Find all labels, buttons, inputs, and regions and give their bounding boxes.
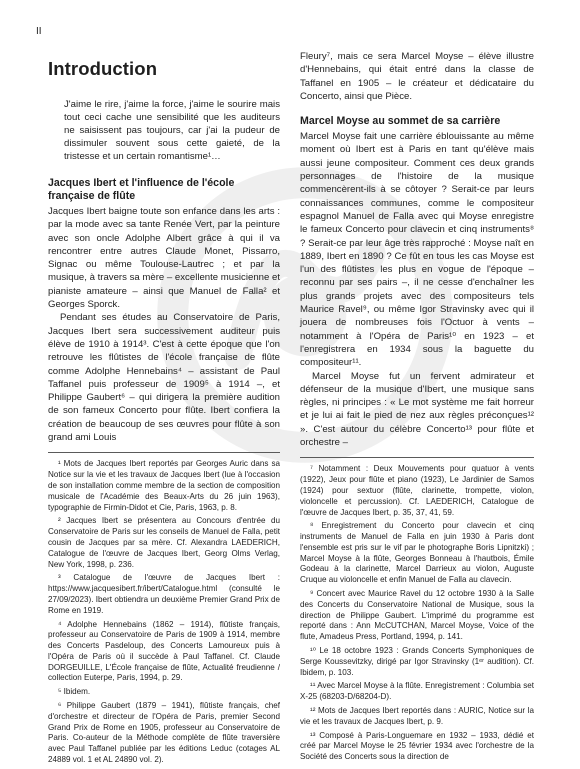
footnote: ¹⁰ Le 18 octobre 1923 : Grands Concerts Symphoniques de Serge Koussevitzky, dirigé par Igor Stravinsky (1ᵉʳ audition). Cf. Ibidem, p. 103.	[300, 646, 534, 677]
footnote: ¹³ Composé à Paris-Longuemare en 1932 – 1933, dédié et créé par Marcel Moyse le 25 février 1934 avec l'orchestre de la Société des Concerts sous la direction de	[300, 730, 534, 762]
page-title: Introduction	[48, 58, 158, 79]
page-number: II	[36, 26, 42, 37]
footnote: ⁵ Ibidem.	[58, 687, 91, 697]
right-column	[300, 50, 534, 766]
body-paragraph: Pendant ses études au Conservatoire de Paris, Jacques Ibert sera successivement auditeur puis élève de 1910 à 1914³. C'est à cette époque que l'on retrouve les flûtistes de l'école française de flûte comme Adolphe Hennebains⁴ – assistant de Paul Taffanel puis professeur de 1909⁵ à 1914 –, et Philippe Gaubert⁶ – qui dirigera la première audition de son fameux Concerto pour flûte. Ibert confiera la création de beaucoup de ses œuvres pour flûte à son grand ami Louis	[48, 312, 280, 444]
footnotes-right	[300, 464, 534, 763]
footnote: ⁷ Notamment : Deux Mouvements pour quatuor à vents (1922), Jeux pour flûte et piano (1923), Le Jardinier de Samos (1924) pour sextuor (flûte, clarinette, trompette, violon, violoncelle et percussion). Cf. LAEDERICH, Catalogue de l'œuvre de Jacques Ibert, p. 35, 37, 41, 59.	[300, 464, 534, 517]
footnote-separator	[48, 452, 280, 453]
footnote: ¹ Mots de Jacques Ibert reportés par Georges Auric dans sa Notice sur la vie et les travaux de Jacques Ibert (lue à l'occasion de son installation comme membre de la section de composition musicale de l'Académie des Beaux-Arts du 26 juin 1963), typographie de Firmin-Didot et Cie, Paris, 1963, p. 8.	[48, 459, 280, 512]
body-paragraph: Jacques Ibert baigne toute son enfance dans les arts : par la mode avec sa tante Renée Vert, par la peinture avec son oncle Adolphe Albert grâce à qui il va rencontrer entre autres Claude Monet, Pissarro, Signac ou même Toulouse-Lautrec ; et par la musique, à travers sa mère – excellente musicienne et pianiste amateure – ainsi que Manuel de Falla² et Georges Sporck.	[48, 206, 280, 311]
section-heading-ibert: Jacques Ibert et l'influence de l'école française de flûte	[48, 177, 235, 202]
left-column	[48, 98, 280, 769]
epigraph-quote: J'aime le rire, j'aime la force, j'aime le sourire mais tout ceci cache une sensibilité que les auditeurs ne saisissent pas toujours, car j'ai la pudeur de dissimuler souvent sous cette gaieté, de la tristesse et un certain romantisme¹…	[64, 99, 280, 162]
body-paragraph: Marcel Moyse fait une carrière éblouissante au même moment où Ibert est à Paris en tant qu'élève mais aussi jeune compositeur. Comment ces deux grands personnages de l'histoire de la musique commencèrent-ils à se côtoyer ? Serait-ce par leurs connaissances communes, comme le compositeur espagnol Manuel de Falla avec qui Moyse enregistre le fameux Concerto pour clavecin et cinq instruments⁸ ? Serait-ce par leur âge très rapproché : Moyse naît en 1889, Ibert en 1890 ? Ce fût en tous les cas Moyse est l'un des flûtistes les plus en vogue de l'époque – reconnu par ses pairs –, il ne cesse d'enchaîner les plus grands projets avec des compositeurs tels Maurice Ravel⁹, ou même Igor Stravinsky avec qui il jouera de nombreuses fois l'Octuor à vents – notamment à l'Opéra de Paris¹⁰ en 1923 – et l'enregistrera en 1934 sous la baguette du compositeur¹¹.	[300, 131, 534, 369]
body-paragraph: Marcel Moyse fut un fervent admirateur et défenseur de la musique d'Ibert, une musique sans règles, ni principes : « Le mot système me fait horreur et je lui ai fait le pied de nez aux règles préconçues¹² ». C'est autour du célèbre Concerto¹³ pour flûte et orchestre –	[300, 370, 534, 449]
footnote-separator	[300, 457, 534, 458]
footnotes-left	[48, 459, 280, 766]
body-paragraph-continued: Fleury⁷, mais ce sera Marcel Moyse – élève illustre d'Hennebains, qui était entré dans la classe de Taffanel en 1905 – le créateur et dédicataire du Concerto, ainsi que Pièce.	[300, 51, 534, 102]
footnote: ³ Catalogue de l'œuvre de Jacques Ibert : https://www.jacquesibert.fr/ibert/Catalogue.html (consulté le 27/09/2023). Ibert obtiendra un deuxième Premier Grand Prix de Rome en 1919.	[48, 573, 280, 615]
footnote: ⁹ Concert avec Maurice Ravel du 12 octobre 1930 à la Salle des Concerts du Conservatoire National de Musique, sous la direction de Philippe Gaubert. L'imprimé du programme est reporté dans : Ann McCUTCHAN, Marcel Moyse, Voice of the flute, Amadeus Press, Portland, 1994, p. 141.	[300, 589, 534, 642]
section-heading-moyse: Marcel Moyse au sommet de sa carrière	[300, 115, 501, 128]
footnote: ⁶ Philippe Gaubert (1879 – 1941), flûtiste français, chef d'orchestre et directeur de l'Opéra de Paris, premier Second Grand Prix de Rome en 1905, professeur au Conservatoire de Paris. Co-auteur de la Méthode complète de flûte traversière avec Paul Taffanel publiée par les éditions Leduc (cotages AL 24889 vol. 1 et AL 24890 vol. 2).	[48, 701, 280, 765]
footnote: ² Jacques Ibert se présentera au Concours d'entrée du Conservatoire de Paris sur les conseils de Manuel de Falla, petit cousin de Jacques par sa mère. Cf. Alexandra LAEDERICH, Catalogue de l'œuvre de Jacques Ibert, Georg Olms Verlag, New York, 1998, p. 236.	[48, 516, 280, 569]
footnote: ⁴ Adolphe Hennebains (1862 – 1914), flûtiste français, professeur au Conservatoire de Paris de 1909 à 1914, membre des Concerts Pasdeloup, des Concerts Lamoureux puis à l'Opéra de Paris où il succède à Paul Taffanel. Cf. Claude DORGEUILLE, L'École française de flûte, Actualité freudienne / collection Euterpe, Paris, 1994, p. 29.	[48, 619, 280, 683]
footnote: ¹¹ Avec Marcel Moyse à la flûte. Enregistrement : Columbia set X-25 (68203-D/68204-D).	[300, 681, 534, 702]
footnote: ⁸ Enregistrement du Concerto pour clavecin et cinq instruments de Manuel de Falla en juin 1930 à Paris dont l'ensemble est pris sur le vif par le photographe Boris Lipnitzki) ; Marcel Moyse à la flûte, Georges Bonneau à l'hautbois, Émile Godeau à la clarinette, Marcel Darrieux au violon, Auguste Cruque au violoncelle et enfin Manuel de Falla au clavecin.	[300, 521, 534, 585]
footnote: ¹² Mots de Jacques Ibert reportés dans : AURIC, Notice sur la vie et les travaux de Jacques Ibert, p. 9.	[300, 706, 534, 726]
